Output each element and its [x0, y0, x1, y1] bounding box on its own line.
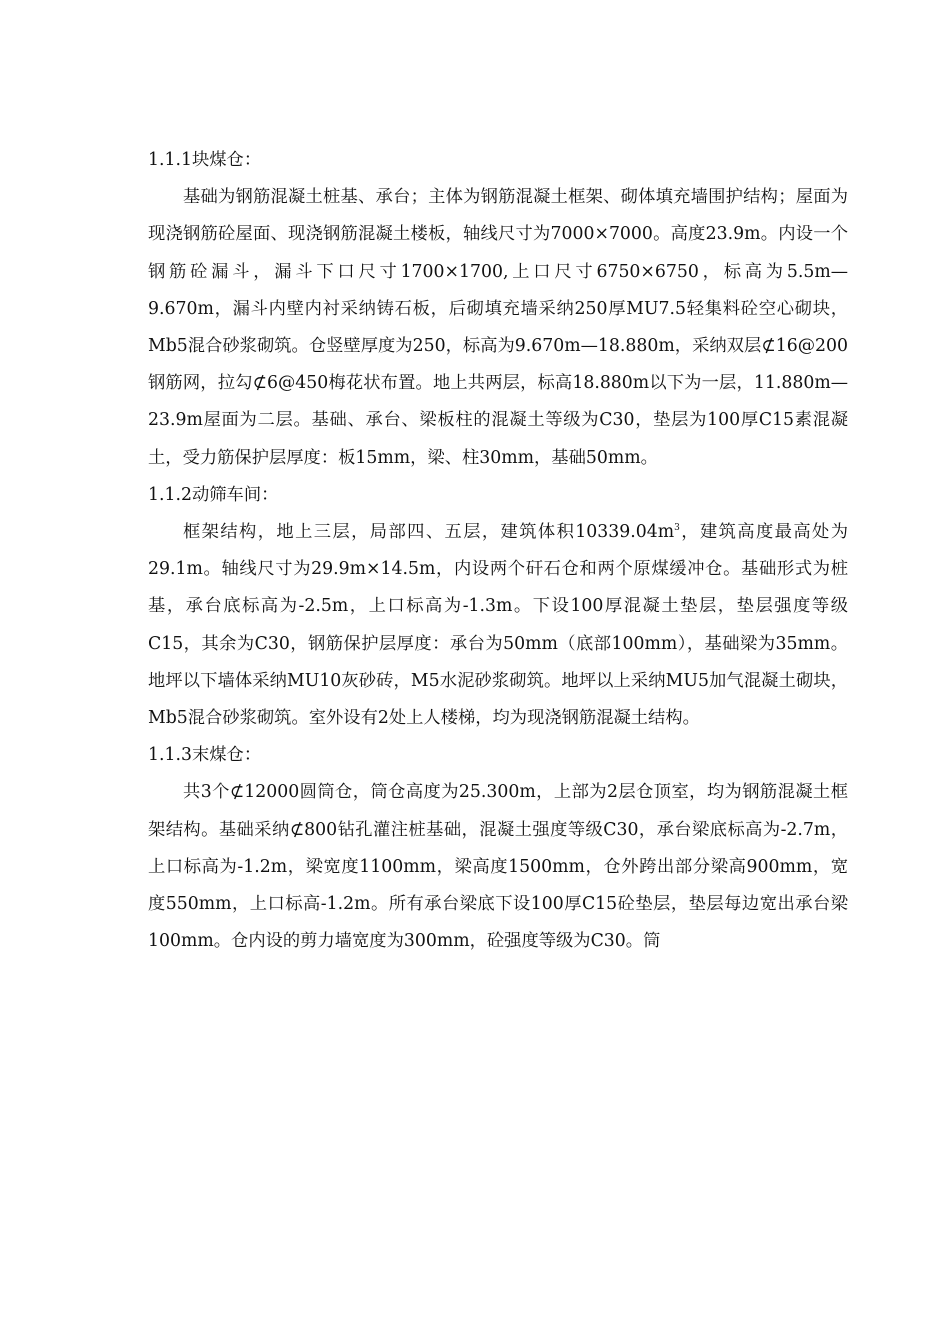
section-heading-1-1-1: 1.1.1块煤仓：	[148, 150, 262, 170]
superscript-unit: 3	[674, 523, 680, 534]
paragraph-text-part: ，建筑高度最高处为29.1m。轴线尺寸为29.9m×14.5m，内设两个矸石仓和两个原煤缓冲仓。基础形式为桩基，承台底标高为-2.5m，上口标高为-1.3m。下设100厚混凝土垫层，垫层强度等级C15，其余为C30，钢筋保护层厚度：承台为50mm（底部100mm），基础梁为35mm。地坪以下墙体采纳MU10灰砂砖，M5水泥砂浆砌筑。地坪以上采纳MU5加气混凝土砌块，Mb5混合砂浆砌筑。室外设有2处上人楼梯，均为现浇钢筋混凝土结构。	[148, 522, 848, 729]
section-paragraph-1-1-2	[148, 514, 848, 737]
document-body	[148, 142, 848, 960]
section-paragraph-1-1-3: 共3个⊄12000圆筒仓，筒仓高度为25.300m，上部为2层仓顶室，均为钢筋混凝土框架结构。基础采纳⊄800钻孔灌注桩基础，混凝土强度等级C30，承台梁底标高为-2.7m，上口标高为-1.2m，梁宽度1100mm，梁高度1500mm，仓外跨出部分梁高900mm，宽度550mm，上口标高-1.2m。所有承台梁底下设100厚C15砼垫层，垫层每边宽出承台梁100mm。仓内设的剪力墙宽度为300mm，砼强度等级为C30。筒	[148, 782, 848, 952]
paragraph-text-part: 框架结构，地上三层，局部四、五层，建筑体积10339.04m	[183, 522, 675, 543]
section-paragraph-1-1-1: 基础为钢筋混凝土桩基、承台；主体为钢筋混凝土框架、砌体填充墙围护结构；屋面为现浇钢筋砼屋面、现浇钢筋混凝土楼板，轴线尺寸为7000×7000。高度23.9m。内设一个钢筋砼漏斗，漏斗下口尺寸1700×1700,上口尺寸6750×6750，标高为5.5m—9.670m，漏斗内壁内衬采纳铸石板，后砌填充墙采纳250厚MU7.5轻集料砼空心砌块，Mb5混合砂浆砌筑。仓竖壁厚度为250，标高为9.670m—18.880m，采纳双层⊄16@200钢筋网，拉勾⊄6@450梅花状布置。地上共两层，标高18.880m以下为一层，11.880m—23.9m屋面为二层。基础、承台、梁板柱的混凝土等级为C30，垫层为100厚C15素混凝土，受力筋保护层厚度：板15mm，梁、柱30mm，基础50mm。	[148, 187, 848, 468]
section-heading-1-1-3: 1.1.3末煤仓：	[148, 745, 262, 766]
section-heading-1-1-2: 1.1.2动筛车间：	[148, 484, 279, 505]
